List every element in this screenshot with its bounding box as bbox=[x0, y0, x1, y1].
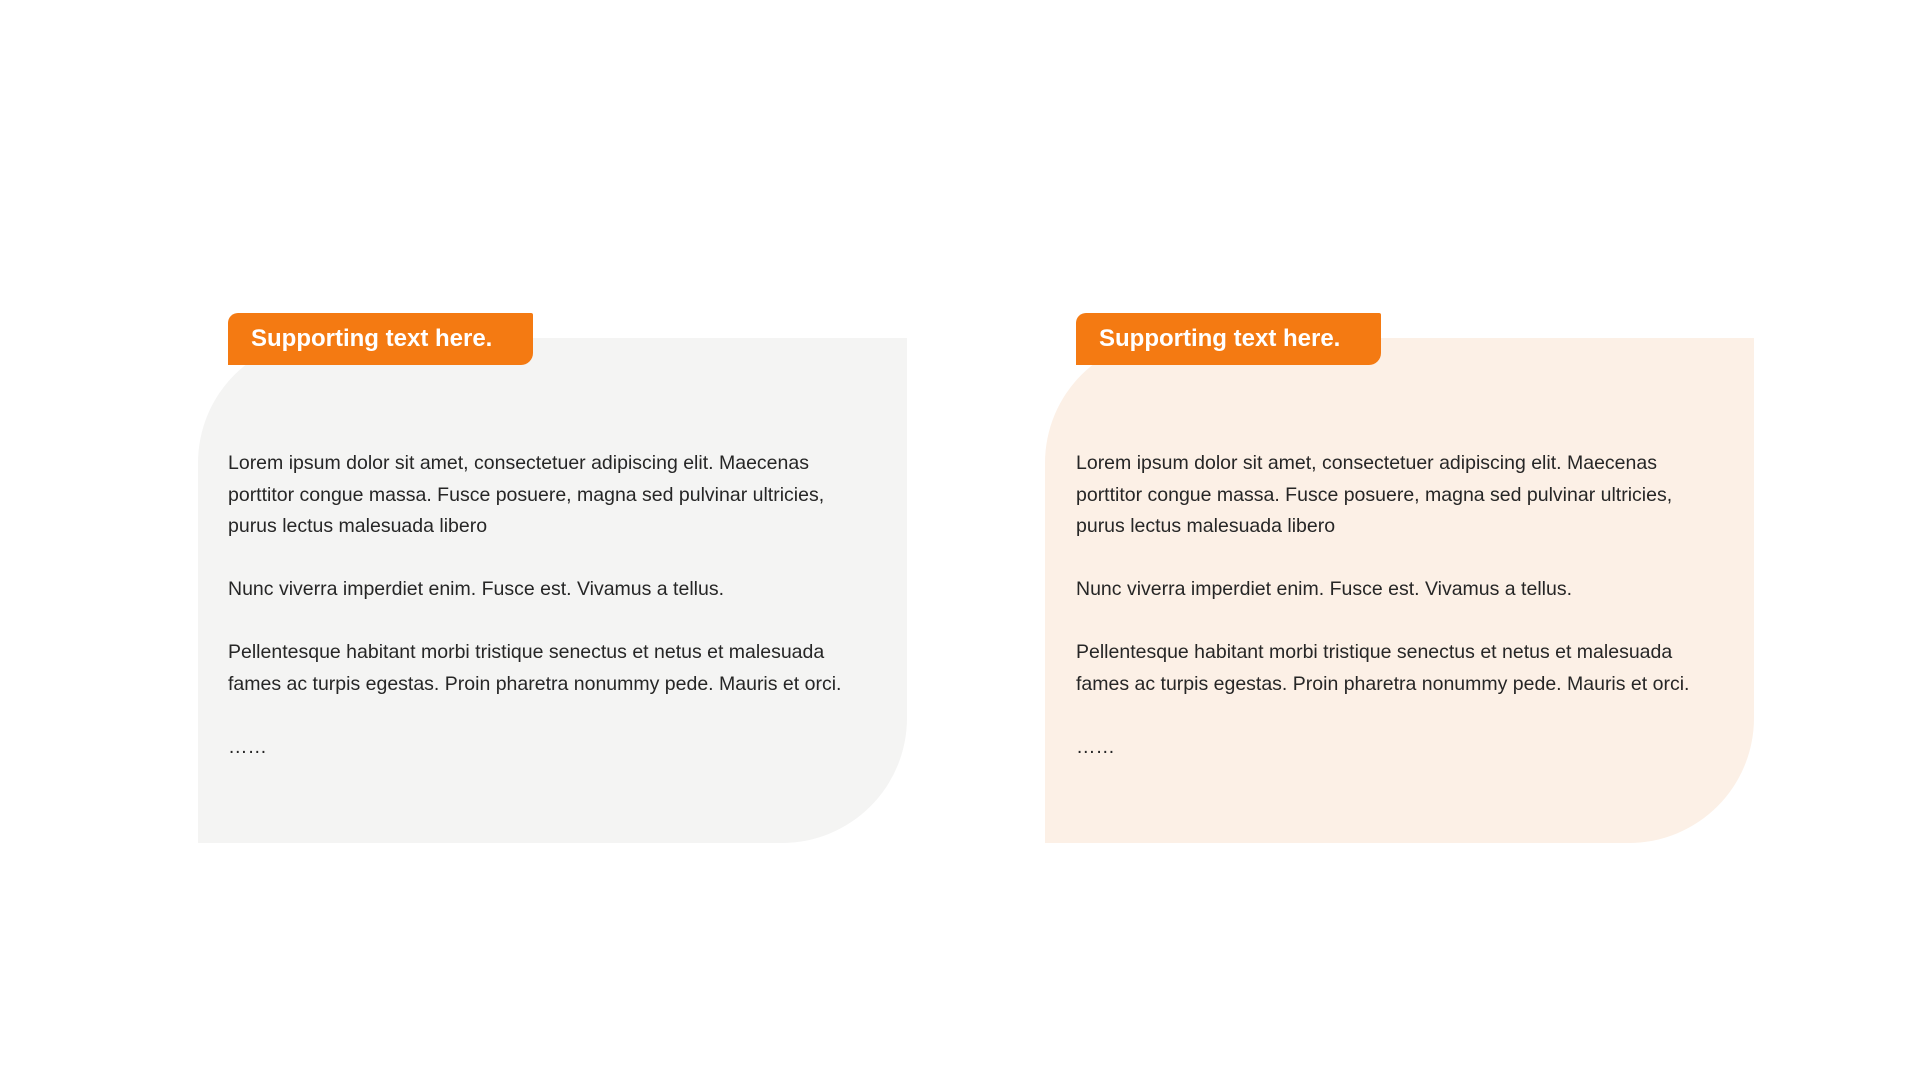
card-right-title-tab: Supporting text here. bbox=[1076, 313, 1381, 365]
card-left-paragraph-3: Pellentesque habitant morbi tristique senectus et netus et malesuada fames ac turpis egestas. Proin pharetra nonummy pede. Mauris et orci. bbox=[228, 641, 842, 695]
card-left-paragraph-2: Nunc viverra imperdiet enim. Fusce est. Vivamus a tellus. bbox=[228, 578, 724, 600]
card-left-body bbox=[228, 448, 878, 763]
card-right-ellipsis: …… bbox=[1076, 735, 1115, 758]
card-left-title-tab: Supporting text here. bbox=[228, 313, 533, 365]
card-right-paragraph-1: Lorem ipsum dolor sit amet, consectetuer adipiscing elit. Maecenas porttitor congue massa. Fusce posuere, magna sed pulvinar ultricies, purus lectus malesuada libero bbox=[1076, 452, 1673, 537]
card-left-paragraph-1: Lorem ipsum dolor sit amet, consectetuer adipiscing elit. Maecenas porttitor congue massa. Fusce posuere, magna sed pulvinar ultricies, purus lectus malesuada libero bbox=[228, 452, 825, 537]
card-right-paragraph-3: Pellentesque habitant morbi tristique senectus et netus et malesuada fames ac turpis egestas. Proin pharetra nonummy pede. Mauris et orci. bbox=[1076, 641, 1690, 695]
card-left-ellipsis: …… bbox=[228, 735, 267, 758]
card-right-body bbox=[1076, 448, 1726, 763]
card-right-paragraph-2: Nunc viverra imperdiet enim. Fusce est. Vivamus a tellus. bbox=[1076, 578, 1572, 600]
